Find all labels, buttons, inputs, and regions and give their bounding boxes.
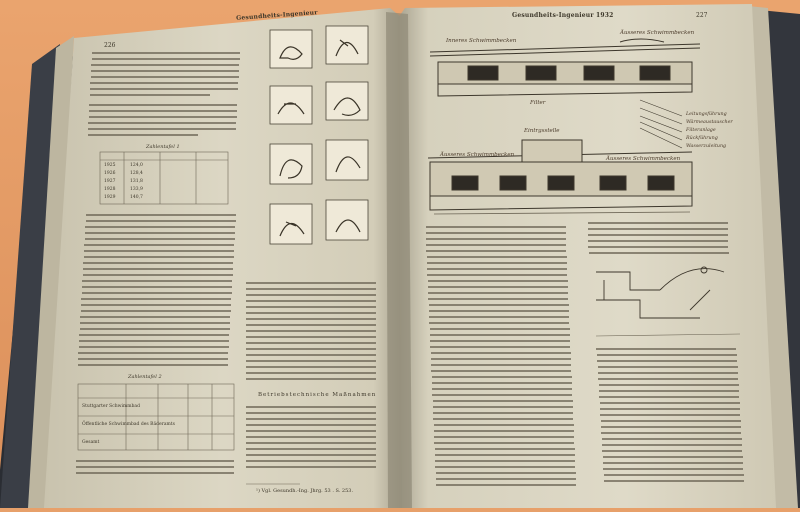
diagram-label-outer: Äusseres Schwimmbecken xyxy=(620,30,695,36)
footnote: ¹) Vgl. Gesundh.-Ing. Jhrg. 53 . S. 253. xyxy=(256,488,354,494)
table1-cell: 124,0 xyxy=(130,163,143,168)
left-page-number: 226 xyxy=(104,42,116,49)
table1-cell: 131,8 xyxy=(130,179,143,184)
section-title: Betriebstechnische Maßnahmen xyxy=(258,392,377,398)
diagram-label-inner: Inneres Schwimmbecken xyxy=(446,38,517,44)
diagram-label-tunnel: Filter xyxy=(530,100,546,106)
table1-cell: 133,9 xyxy=(130,187,143,192)
legend-item: Wasserzuleitung xyxy=(686,144,727,149)
left-page-header: Gesundheits-Ingenieur xyxy=(235,9,318,22)
table1-row: 1929 xyxy=(104,195,116,200)
table1-title: Zahlentafel 1 xyxy=(146,144,180,150)
table2-row-label: Öffentliche Schwimmbad des Bäderamts xyxy=(82,422,175,427)
table1-row: 1927 xyxy=(104,179,116,184)
table1-row: 1926 xyxy=(104,171,116,176)
table1-row: 1925 xyxy=(104,163,116,168)
legend-item: Rückführung xyxy=(686,136,718,141)
right-page-number: 227 xyxy=(696,12,708,19)
gutter xyxy=(386,12,412,508)
right-page-header: Gesundheits-Ingenieur 1932 xyxy=(512,12,614,19)
table2-row-label: Gesamt xyxy=(82,440,100,445)
diagram-label-outer-2: Äusseres Schwimmbecken xyxy=(440,152,515,158)
legend-item: Leitungsführung xyxy=(686,112,727,117)
table1-cell: 128,4 xyxy=(130,171,143,176)
legend-item: Wärmeaustauscher xyxy=(686,120,733,125)
table1-row: 1928 xyxy=(104,187,116,192)
diagram-label-outer-3: Äusseres Schwimmbecken xyxy=(606,156,681,162)
table2-title: Zahlentafel 2 xyxy=(128,374,162,380)
table1-cell: 140,7 xyxy=(130,195,143,200)
legend-item: Filteranlage xyxy=(686,128,716,133)
diagram-label-left: Eintrgsstelle xyxy=(524,128,560,134)
table2-row-label: Stuttgarter Schwimmbad xyxy=(82,404,140,409)
